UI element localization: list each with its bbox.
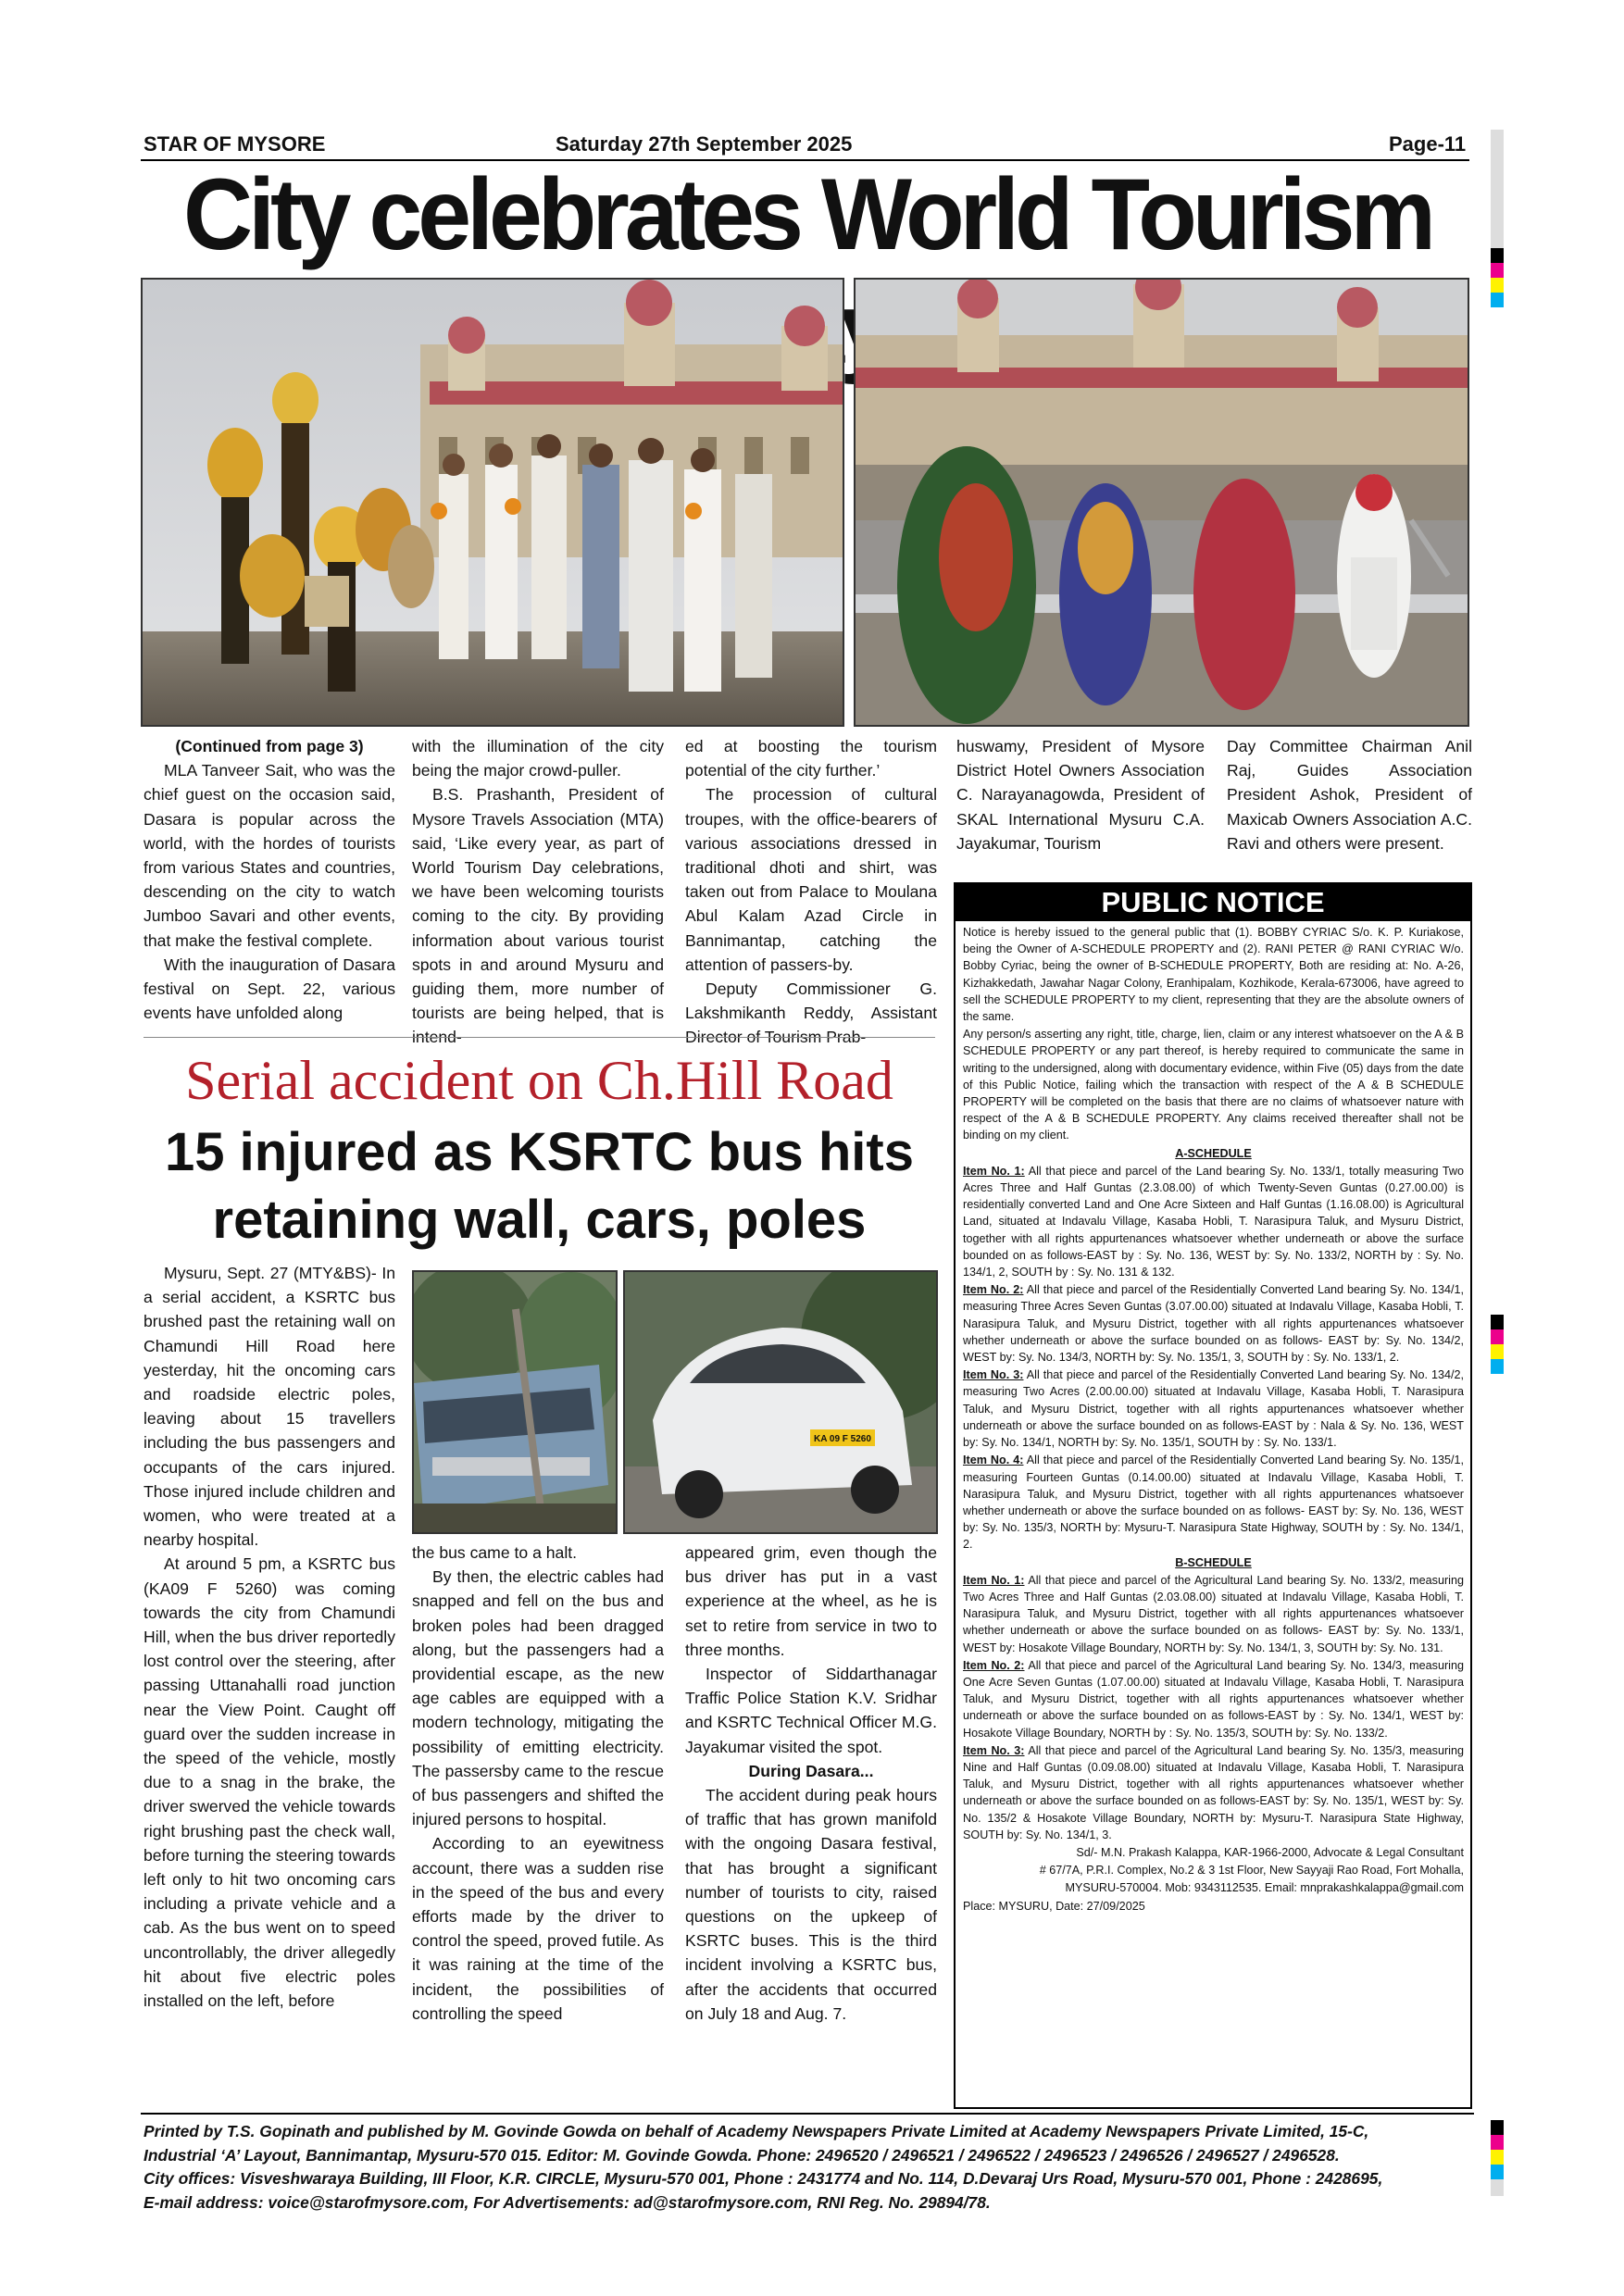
a-schedule-heading: A-SCHEDULE — [1175, 1146, 1252, 1160]
footer-rule — [141, 2113, 1474, 2115]
a-item-3: Item No. 3: All that piece and parcel of the Residentially Converted Land bearing Sy. No. 134/2, measuring Two Acres (2.00.00.00) situated at Indavalu Village, Kasaba Hobli, T. Narasipura Taluk, and Mysuru District, together with all rights appurtenances whatsoever whether underneath or above the surface bounded on as follows-EAST by : Nala & Sy. No. 136, WEST by: Sy. No. 134/1, NORTH by: Sy. No. 135/1, SOUTH by : Sy. No. 133/1. — [963, 1368, 1464, 1450]
notice-place-date: Place: MYSURU, Date: 27/09/2025 — [963, 1899, 1145, 1913]
a-item-1: Item No. 1: All that piece and parcel of the Land bearing Sy. No. 133/1, totally measuring Two Acres Three and Half Guntas (2.3.08.00) of which Twenty-Seven Guntas (0.27.00.00) is residentially converted Land and One Acre Sixteen and Half Guntas (1.16.08.00) is Agricultural Land, situated at Indavalu Village, Kasaba Hobli, T. Narasipura Taluk, and Mysuru District, together with all rights appurtenances whatsoever whether underneath or above the surface bounded on as follows-EAST by : Sy. No. 136, WEST by: Sy. No. 133/2, NORTH by : Sy. No. 134/1, 2, SOUTH by : Sy. No. 131 & 132. — [963, 1164, 1464, 1279]
a-item-4: Item No. 4: All that piece and parcel of the Residentially Converted Land bearing Sy. No. 135/1, measuring Fourteen Guntas (0.14.00.00) situated at Indavalu Village, Kasaba Hobli, T. Narasipura Taluk, and Mysuru District, together with all rights appurtenances whatsoever whether underneath or above the surface bounded on as follows- EAST by: Sy. No. 136, WEST by: Sy. No. 135/3, NORTH by: Mysuru-T. Narasipura State Highway, SOUTH by : Sy. No. 134/1, 2. — [963, 1454, 1464, 1552]
lead-col3-para2: The procession of cultural troupes, with the office-bearers of various associations dressed in traditional dhoti and shirt, was taken out from Palace to Moulana Abul Kalam Azad Circle in Bannimantap, catching the attention of passers-by. — [685, 785, 937, 974]
accident-col1-para1: Mysuru, Sept. 27 (MTY&BS)- In a serial accident, a KSRTC bus brushed past the retaining wall on Chamundi Hill Road here yesterday, hit the oncoming cars and roadside electric poles, leaving about 15 travellers including the bus passengers and occupants of the cars injured. Those injured include children and women, who were treated at a nearby hospital. — [144, 1264, 395, 1550]
b-item-3: Item No. 3: All that piece and parcel of the Agricultural Land bearing Sy. No. 135/3, measuring Nine and Half Guntas (0.09.08.00) situated at Indavalu Village, Kasaba Hobli, T. Narasipura Taluk, and Mysuru District, together with all rights appurtenances whatsoever whether underneath or above the surface bounded on as follows-EAST by: Sy. No. 135/1, WEST by: Sy. No. 135/2 & Hosakote Village Boundary, NORTH by: Mysuru-T. Narasipura State Highway, SOUTH by: Sy. No. 134/1, 3. — [963, 1743, 1464, 1841]
accident-column-1 — [144, 1261, 395, 2013]
car-number-plate: KA 09 F 5260 — [814, 1434, 871, 1444]
accident-col3-para2: Inspector of Siddarthanagar Traffic Police Station K.V. Sridhar and KSRTC Technical Officer M.G. Jayakumar visited the spot. — [685, 1665, 937, 1756]
lead-column-2 — [412, 734, 664, 1050]
accident-headline-line2: retaining wall, cars, poles — [212, 1190, 867, 1250]
notice-signature: Sd/- M.N. Prakash Kalappa, KAR-1966-2000, Advocate & Legal Consultant — [1076, 1845, 1464, 1859]
imprint-footer — [144, 2120, 1500, 2215]
notice-address: # 67/7A, P.R.I. Complex, No.2 & 3 1st Floor, New Sayyaji Rao Road, Fort Mohalla, — [1039, 1864, 1464, 1878]
continued-note: (Continued from page 3) — [175, 737, 364, 755]
notice-claims: Any person/s asserting any right, title, charge, lien, claim or any interest whatsoever on the A & B SCHEDULE PROPERTY or any part thereof, is hereby required to communicate the same in writing to the undersigned, along with documentary evidence, within Five (05) days from the date of this Public Notice, failing which the transaction with respect of the A & B SCHEDULE PROPERTY will be completed on the basis that there are no claims of whatsoever nature with respect of the A & B SCHEDULE PROPERTY. Any claims received thereafter shall not be binding on my client. — [963, 1028, 1464, 1142]
lead-col1-para2: With the inauguration of Dasara festival on Sept. 22, various events have unfolded along — [144, 955, 395, 1023]
lead-col3-para3: Deputy Commissioner G. Lakshmikanth Reddy, Assistant Director of Tourism Prab- — [685, 980, 937, 1047]
lead-column-3 — [685, 734, 937, 1050]
public-notice-body — [963, 924, 1464, 1915]
lead-col2-para2: B.S. Prashanth, President of Mysore Travels Association (MTA) said, ‘Like every year, as part of World Tourism Day celebrations, we have been welcoming tourists coming to the city. By providing information about various tourist spots in and around Mysuru and guiding them, more number of tourists are being helped, that is intend- — [412, 785, 664, 1047]
lead-col5-para1: Day Committee Chairman Anil Raj, Guides Association President Ashok, President of Maxicab Owners Association A.C. Ravi and others were present. — [1227, 737, 1472, 853]
lead-column-4 — [956, 734, 1205, 855]
public-notice-title: PUBLIC NOTICE — [956, 884, 1470, 921]
lead-column-5 — [1227, 734, 1472, 855]
accident-col2-para2: By then, the electric cables had snapped and fell on the bus and broken poles had been dragged along, but the passengers had a providential escape, as the new age cables are equipped with a modern technology, mitigating the possibility of emitting electricity. The passersby came to the rescue of bus passengers and shifted the injured persons to hospital. — [412, 1567, 664, 1829]
lead-col3-para1: ed at boosting the tourism potential of the city further.’ — [685, 737, 937, 780]
accident-col3-para3: The accident during peak hours of traffic that has grown manifold with the ongoing Dasara festival, that has brought a significant number of tourists to city, raised questions on the upkeep of KSRTC buses. This is the third incident involving a KSRTC bus, after the accidents that occurred on July 18 and Aug. 7. — [685, 1786, 937, 2023]
accident-column-3 — [685, 1541, 937, 2026]
photo-damaged-car — [623, 1270, 938, 1534]
photo-folk-dancers-palace — [141, 278, 844, 727]
accident-subhead: During Dasara... — [748, 1761, 874, 1780]
accident-col2-para1: the bus came to a halt. — [412, 1543, 577, 1562]
b-item-2: Item No. 2: All that piece and parcel of the Agricultural Land bearing Sy. No. 134/3, measuring One Acre Seven Guntas (1.07.00.00) situated at Indavalu Village, Kasaba Hobli, T. Narasipura Taluk, and Mysuru District, together with all rights appurtenances whatsoever whether underneath or above the surface bounded on as follows-EAST by : Sy. No. 134/1, WEST by: Hosakote Village Boundary, NORTH by : Sy. No. 135/3, SOUTH by: Sy. No. 133/2. — [963, 1658, 1464, 1740]
lead-col2-para1: with the illumination of the city being the major crowd-puller. — [412, 737, 664, 780]
accident-col3-para1: appeared grim, even though the bus driver has put in a vast experience at the wheel, as he is set to retire from service in two to three months. — [685, 1543, 937, 1659]
accident-kicker: Serial accident on Ch.Hill Road — [185, 1050, 893, 1111]
imprint-line-3: City offices: Visveshwaraya Building, III Floor, K.R. CIRCLE, Mysuru-570 001, Phone : 2431774 and No. 114, D.Devaraj Urs Road, Mysuru-570 001, Phone : 2428695, — [144, 2169, 1383, 2188]
b-item-1: Item No. 1: All that piece and parcel of the Agricultural Land bearing Sy. No. 133/2, measuring Two Acres Three and Half Guntas (2.03.08.00) situated at Indavalu Village, Kasaba Hobli, T. Narasipura Taluk, and Mysuru District, together with all rights appurtenances whatsoever whether underneath or above the surface bounded on as follows- EAST by: Sy. No. 133/1, WEST by: Hosakote Village Boundary, NORTH by: Sy. No. 134/1, 3, SOUTH by: Sy. No. 131. — [963, 1573, 1464, 1654]
imprint-line-2: Industrial ‘A’ Layout, Bannimantap, Mysuru-570 015. Editor: M. Govinde Gowda. Phone: 2496520 / 2496521 / 2496522 / 2496523 / 2496526 / 2496527 / 2496528. — [144, 2145, 1340, 2165]
section-rule — [144, 1037, 935, 1038]
accident-column-2 — [412, 1541, 664, 2026]
issue-date: Saturday 27th September 2025 — [556, 132, 853, 156]
notice-contact: MYSURU-570004. Mob: 9343112535. Email: mnprakashkalappa@gmail.com — [1065, 1881, 1464, 1895]
accident-headline-line1: 15 injured as KSRTC bus hits — [165, 1122, 914, 1182]
page-number: Page-11 — [1389, 132, 1467, 156]
imprint-line-1: Printed by T.S. Gopinath and published by M. Govinde Gowda on behalf of Academy Newspapers Private Limited at Academy Newspapers Private Limited, 15-C, — [144, 2122, 1369, 2140]
accident-col1-para2: At around 5 pm, a KSRTC bus (KA09 F 5260) was coming towards the city from Chamundi Hill, when the bus driver reportedly lost control over the steering, after passing Uttanahalli road junction near the View Point. Caught off guard over the sudden increase in the speed of the vehicle, mostly due to a snag in the brake, the driver swerved the vehicle towards right brushing past the check wall, before turning the steering towards left only to hit two oncoming cars including a private vehicle and a cab. As the bus went on to speed uncontrollably, the driver allegedly hit about five electric poles installed on the left, before — [144, 1554, 395, 2011]
lead-col4-para1: huswamy, President of Mysore District Hotel Owners Association C. Narayanagowda, President of SKAL International Mysuru C.A. Jayakumar, Tourism — [956, 737, 1205, 853]
lead-col1-para1: MLA Tanveer Sait, who was the chief guest on the occasion said, Dasara is popular across the world, with the hordes of tourists from various States and countries, descending on the city to watch Jumboo Savari and other events, that make the festival complete. — [144, 761, 395, 950]
paper-name: STAR OF MYSORE — [144, 132, 326, 156]
notice-intro: Notice is hereby issued to the general public that (1). BOBBY CYRIAC S/o. K. P. Kuriakose, being the Owner of A-SCHEDULE PROPERTY and (2). RANI PETER @ RANI CYRIAC W/o. Bobby Cyriac, being the owner of B-SCHEDULE PROPERTY, Both are residing at: No. A-26, Kizhakkedath, Jawahar Nagar Colony, Eranhipalam, Kozhikode, Kerala-673006, have agreed to sell the SCHEDULE PROPERTY to my client, representing that they are the absolute owners of the same. — [963, 926, 1464, 1024]
imprint-line-4: E-mail address: voice@starofmysore.com, For Advertisements: ad@starofmysore.com, RNI Reg. No. 29894/78. — [144, 2192, 991, 2212]
lead-headline: City celebrates World Tourism — [183, 158, 1431, 271]
b-schedule-heading: B-SCHEDULE — [1175, 1555, 1252, 1569]
a-item-2: Item No. 2: All that piece and parcel of the Residentially Converted Land bearing Sy. No. 134/1, measuring Three Acres Seven Guntas (3.07.00.00) situated at Indavalu Village, Kasaba Hobli, T. Narasipura Taluk, and Mysuru District, together with all rights appurtenances whatsoever whether underneath or above the surface bounded on as follows- EAST by: Sy. No. 134/2, WEST by: Sy. No. 134/3, NORTH by: Sy. No. 135/1, 3, SOUTH by : Sy. No. 133/1, 2. — [963, 1283, 1464, 1365]
photo-procession-dance — [854, 278, 1469, 727]
lead-column-1 — [144, 734, 395, 1025]
photo-damaged-bus — [412, 1270, 618, 1534]
accident-col2-para3: According to an eyewitness account, there was a sudden rise in the speed of the bus and every efforts made by the driver to control the speed, proved futile. As it was raining at the time of the incident, the possibilities of controlling the speed — [412, 1834, 664, 2023]
